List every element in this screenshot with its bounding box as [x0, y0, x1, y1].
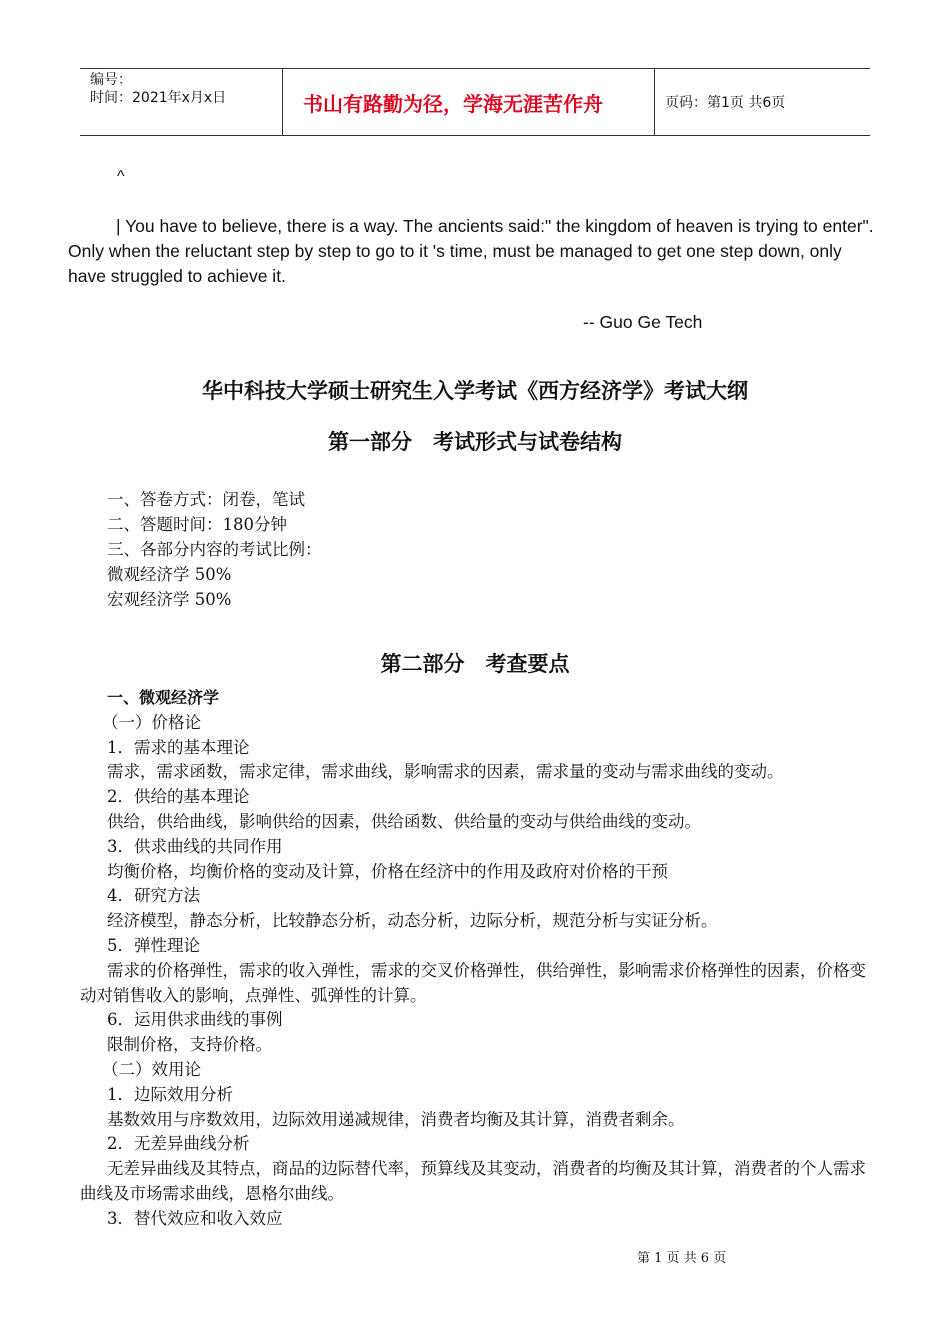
item-heading: 5．弹性理论 [107, 935, 200, 955]
item-text: 需求，需求函数，需求定律，需求曲线，影响需求的因素，需求量的变动与需求曲线的变动。 [107, 762, 784, 782]
item-heading: 2．供给的基本理论 [107, 787, 250, 807]
page-header [80, 68, 870, 136]
item-heading: 3．替代效应和收入效应 [107, 1208, 283, 1228]
part1-title: 第一部分 考试形式与试卷结构 [328, 430, 622, 454]
item-heading: 1．需求的基本理论 [107, 737, 250, 757]
header-page-info: 页码：第1页 共6页 [665, 95, 786, 111]
list-item: 三、各部分内容的考试比例： [107, 540, 322, 559]
item-text: 供给，供给曲线，影响供给的因素，供给函数、供给量的变动与供给曲线的变动。 [107, 811, 701, 831]
header-meta [80, 69, 282, 135]
header-number: 编号： [90, 72, 132, 88]
part1-list [107, 487, 322, 612]
quote-signature: -- Guo Ge Tech [583, 312, 703, 332]
item-text: 无差异曲线及其特点，商品的边际替代率，预算线及其变动，消费者的均衡及其计算，消费者的个人需求曲线及市场需求曲线，恩格尔曲线。 [80, 1159, 866, 1203]
list-item: 一、答卷方式：闭卷，笔试 [107, 490, 305, 509]
item-heading: 3．供求曲线的共同作用 [107, 836, 283, 856]
item-heading: 1．边际效用分析 [107, 1084, 233, 1104]
section-heading: 一、微观经济学 [107, 688, 220, 707]
item-text: 经济模型，静态分析，比较静态分析，动态分析，边际分析，规范分析与实证分析。 [107, 911, 718, 931]
quote-text: | You have to believe, there is a way. The ancients said:" the kingdom of heaven is trying to enter". Only when the reluctant step by step to go to it 's time, must be managed to get one step down, only have struggled to achieve it. [68, 216, 874, 286]
caret-mark: ^ [117, 168, 125, 185]
document-title: 华中科技大学硕士研究生入学考试《西方经济学》考试大纲 [202, 379, 748, 403]
list-item: 宏观经济学 50% [107, 590, 232, 609]
header-time: 时间：2021年x月x日 [90, 90, 227, 106]
item-text: 需求的价格弹性，需求的收入弹性，需求的交叉价格弹性，供给弹性，影响需求价格弹性的因素，价格变动对销售收入的影响，点弹性、弧弹性的计算。 [80, 960, 866, 1005]
item-text: 限制价格，支持价格。 [107, 1035, 272, 1055]
page-footer: 第 1 页 共 6 页 [637, 1251, 727, 1266]
item-heading: 4．研究方法 [107, 886, 200, 906]
item-text: 均衡价格，均衡价格的变动及计算，价格在经济中的作用及政府对价格的干预 [107, 861, 668, 881]
subsection-heading: （一）价格论 [102, 712, 201, 732]
list-item: 微观经济学 50% [107, 565, 232, 584]
list-item: 二、答题时间：180分钟 [107, 515, 287, 534]
subsection-heading: （二）效用论 [102, 1059, 201, 1079]
header-motto-cell [282, 69, 655, 135]
item-text: 基数效用与序数效用，边际效用递减规律，消费者均衡及其计算，消费者剩余。 [107, 1109, 685, 1129]
part2-body [80, 686, 882, 1232]
part2-title: 第二部分 考查要点 [380, 652, 570, 676]
header-motto: 书山有路勤为径，学海无涯苦作舟 [303, 91, 603, 116]
item-heading: 2．无差异曲线分析 [107, 1134, 250, 1154]
item-heading: 6．运用供求曲线的事例 [107, 1010, 283, 1030]
